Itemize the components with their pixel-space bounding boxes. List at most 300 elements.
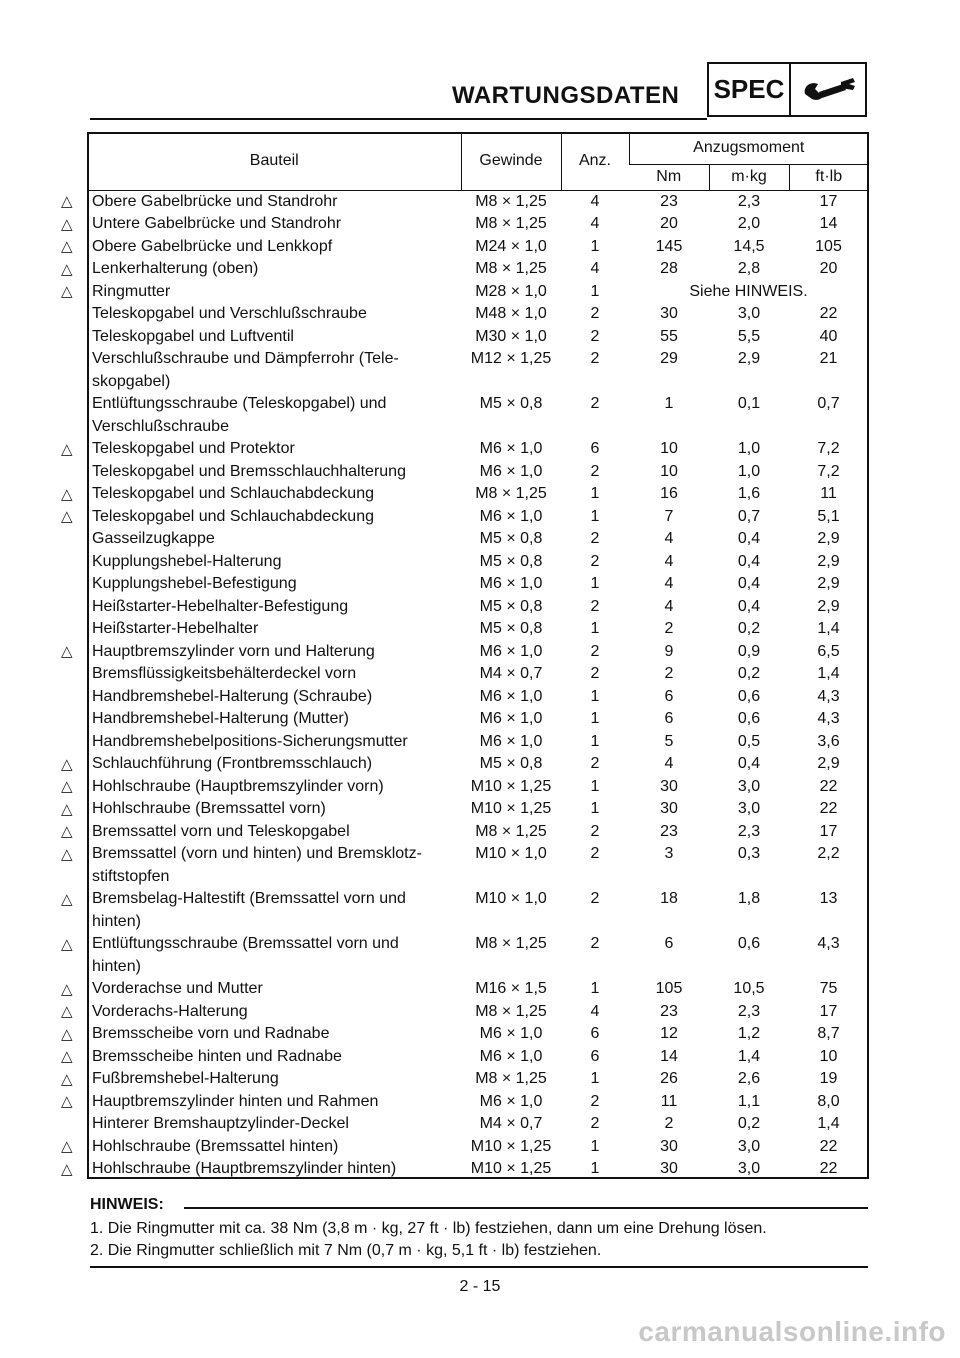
mkg-cell: 1,0 <box>737 440 761 457</box>
table-row <box>88 618 868 641</box>
part-cell <box>88 258 461 281</box>
mkg-cell: 3,0 <box>737 1137 761 1155</box>
qty-cell: 1 <box>590 1070 600 1087</box>
part-name: Bremsscheibe hinten und Radnabe <box>92 1047 342 1065</box>
qty-cell: 1 <box>590 980 600 997</box>
mkg-cell: 2,3 <box>737 1002 761 1020</box>
table-row <box>88 461 868 484</box>
nm-cell: 23 <box>660 822 678 840</box>
part-name: Schlauchführung (Frontbremsschlauch) <box>92 755 373 772</box>
mkg-cell: 0,1 <box>737 395 761 412</box>
qty-cell: 2 <box>590 552 600 570</box>
mkg-cell: 0,7 <box>737 507 761 525</box>
mkg-cell: 0,4 <box>737 755 761 772</box>
table-row <box>88 1046 868 1069</box>
thread-cell: M4 × 0,7 <box>479 665 543 682</box>
qty-cell: 6 <box>590 440 600 457</box>
table-row <box>88 978 868 1001</box>
triangle-mark-icon: △ <box>61 643 73 660</box>
nm-cell: 55 <box>660 327 678 345</box>
ftlb-cell: 22 <box>819 800 838 817</box>
part-cell <box>88 978 461 1001</box>
triangle-mark-icon: △ <box>61 755 73 773</box>
watermark: carmanualsonline.info <box>638 1316 946 1347</box>
nm-cell: 1 <box>664 395 674 412</box>
table-row <box>88 1136 868 1159</box>
table-row <box>88 506 868 529</box>
table-row <box>88 663 868 686</box>
ftlb-cell: 19 <box>819 1070 838 1087</box>
qty-cell: 2 <box>590 530 600 547</box>
thread-cell: M6 × 1,0 <box>479 1092 543 1110</box>
ftlb-cell: 40 <box>819 327 838 345</box>
part-cell <box>88 393 461 438</box>
table-row <box>88 708 868 731</box>
thread-cell: M8 × 1,25 <box>475 1070 547 1087</box>
part-name-cont: skopgabel) <box>92 372 171 390</box>
qty-cell: 2 <box>590 1115 600 1132</box>
thread-cell: M5 × 0,8 <box>479 395 543 412</box>
thread-cell: M8 × 1,25 <box>475 1002 547 1020</box>
part-name: Heißstarter-Hebelhalter-Befestigung <box>92 597 349 615</box>
part-name: Hohlschraube (Bremssattel vorn) <box>92 800 326 817</box>
triangle-mark-icon: △ <box>61 823 73 840</box>
ftlb-cell: 3,6 <box>817 732 840 750</box>
notes-rule <box>184 1207 868 1209</box>
part-name: Vorderachse und Mutter <box>92 980 263 997</box>
nm-cell: 105 <box>655 980 683 997</box>
table-row <box>88 236 868 259</box>
mkg-cell: 1,4 <box>737 1047 761 1065</box>
triangle-mark-icon: △ <box>61 215 73 233</box>
part-name: Ringmutter <box>92 282 171 300</box>
table-row <box>88 483 868 506</box>
ftlb-cell: 2,9 <box>817 575 840 592</box>
part-cell <box>88 528 461 551</box>
qty-cell: 1 <box>590 1160 600 1177</box>
triangle-mark-icon: △ <box>61 508 73 525</box>
part-name: Gasseilzugkappe <box>92 530 215 547</box>
part-name: Bremsbelag-Haltestift (Bremssattel vorn und <box>92 890 406 907</box>
ftlb-cell: 2,9 <box>817 530 840 547</box>
thread-cell: M6 × 1,0 <box>479 710 543 727</box>
nm-cell: 10 <box>660 462 678 480</box>
qty-cell: 1 <box>590 575 600 592</box>
ftlb-cell: 5,1 <box>817 507 840 525</box>
ftlb-cell: 0,7 <box>817 395 840 412</box>
thread-cell: M8 × 1,25 <box>475 485 547 502</box>
part-name: Kupplungshebel-Halterung <box>92 552 282 570</box>
thread-cell: M16 × 1,5 <box>475 980 547 997</box>
nm-cell: 11 <box>660 1092 678 1110</box>
qty-cell: 2 <box>590 890 600 907</box>
table-row <box>88 1001 868 1024</box>
thread-cell: M10 × 1,25 <box>470 800 552 817</box>
mkg-cell: 1,2 <box>737 1025 761 1042</box>
triangle-mark-icon: △ <box>61 890 73 908</box>
thread-cell: M12 × 1,25 <box>470 350 552 367</box>
ftlb-cell: 8,7 <box>817 1025 840 1042</box>
part-name: Teleskopgabel und Verschlußschraube <box>92 305 367 322</box>
part-cell <box>88 1001 461 1024</box>
nm-cell: 30 <box>660 777 678 795</box>
part-cell <box>88 213 461 236</box>
part-name: Teleskopgabel und Bremsschlauchhalterung <box>92 462 406 480</box>
table-row <box>88 393 868 438</box>
part-name: Hauptbremszylinder hinten und Rahmen <box>92 1092 379 1110</box>
mkg-cell: 1,8 <box>737 890 761 907</box>
part-cell <box>88 461 461 484</box>
table-row <box>88 190 868 213</box>
ftlb-cell: 7,2 <box>817 462 840 480</box>
part-cell <box>88 731 461 754</box>
nm-cell: 4 <box>664 575 674 592</box>
part-cell <box>88 551 461 574</box>
mkg-cell: 1,0 <box>737 462 761 480</box>
table-row <box>88 888 868 933</box>
mkg-cell: 0,6 <box>737 710 761 727</box>
nm-cell: 2 <box>664 620 674 637</box>
part-name: Bremssattel (vorn und hinten) und Bremsklotz- <box>92 845 422 862</box>
thread-cell: M6 × 1,0 <box>479 732 543 750</box>
ftlb-cell: 11 <box>820 485 837 502</box>
mkg-cell: 10,5 <box>733 980 765 997</box>
qty-cell: 2 <box>590 822 600 840</box>
qty-cell: 2 <box>590 1092 600 1110</box>
qty-cell: 2 <box>590 395 600 412</box>
thread-cell: M8 × 1,25 <box>475 822 547 840</box>
table-row <box>88 753 868 776</box>
part-cell <box>88 1023 461 1046</box>
triangle-mark-icon: △ <box>61 283 73 300</box>
part-cell <box>88 753 461 776</box>
page-title: WARTUNGSDATEN <box>452 82 680 109</box>
table-row <box>88 258 868 281</box>
triangle-mark-icon: △ <box>61 260 73 278</box>
part-cell <box>88 1136 461 1159</box>
mkg-cell: 1,6 <box>737 485 761 502</box>
thread-cell: M48 × 1,0 <box>475 305 547 322</box>
ftlb-cell: 22 <box>819 1160 838 1177</box>
mkg-cell: 0,4 <box>737 530 761 547</box>
nm-cell: 10 <box>660 440 678 457</box>
nm-cell: 30 <box>660 1137 678 1155</box>
part-name: Vorderachs-Halterung <box>92 1002 248 1020</box>
ftlb-cell: 8,0 <box>817 1092 840 1110</box>
table-row <box>88 1091 868 1114</box>
qty-cell: 1 <box>590 687 600 705</box>
nm-cell: 4 <box>664 597 674 615</box>
mkg-cell: 2,3 <box>737 192 761 210</box>
table-row <box>88 438 868 461</box>
ftlb-cell: 4,3 <box>817 935 840 952</box>
mkg-cell: 0,5 <box>737 732 761 750</box>
ftlb-cell: 1,4 <box>817 1115 840 1132</box>
mkg-cell: 3,0 <box>737 800 761 817</box>
table-row <box>88 1023 868 1046</box>
part-name-cont: stiftstopfen <box>92 867 170 885</box>
wrench-badge <box>789 62 867 117</box>
header-torque: Anzugsmoment <box>629 132 868 164</box>
header-rule <box>90 118 707 120</box>
nm-cell: 18 <box>660 890 678 907</box>
qty-cell: 1 <box>590 237 600 255</box>
part-cell <box>88 708 461 731</box>
nm-cell: 6 <box>664 935 674 952</box>
nm-cell: 9 <box>664 642 674 660</box>
qty-cell: 4 <box>590 1002 600 1020</box>
thread-cell: M10 × 1,0 <box>475 890 547 907</box>
thread-cell: M5 × 0,8 <box>479 755 543 772</box>
part-name: Hinterer Bremshauptzylinder-Deckel <box>92 1115 349 1132</box>
thread-cell: M6 × 1,0 <box>479 507 543 525</box>
table-row <box>88 528 868 551</box>
note-item: 1. Die Ringmutter mit ca. 38 Nm (3,8 m · kg, 27 ft · lb) festziehen, dann um eine Drehung lösen. <box>90 1220 767 1237</box>
triangle-mark-icon: △ <box>61 1093 73 1110</box>
part-cell <box>88 686 461 709</box>
thread-cell: M6 × 1,0 <box>479 687 543 705</box>
table-row <box>88 731 868 754</box>
thread-cell: M6 × 1,0 <box>479 462 543 480</box>
part-name: Hohlschraube (Bremssattel hinten) <box>92 1137 339 1155</box>
mkg-cell: 3,0 <box>737 1160 761 1177</box>
part-name-cont: hinten) <box>92 957 141 975</box>
nm-cell: 5 <box>664 732 674 750</box>
qty-cell: 1 <box>590 1137 600 1155</box>
qty-cell: 1 <box>590 485 600 502</box>
part-cell <box>88 1068 461 1091</box>
ftlb-cell: 22 <box>819 1137 838 1155</box>
part-cell <box>88 190 461 213</box>
part-name: Hohlschraube (Hauptbremszylinder vorn) <box>92 777 384 795</box>
part-cell <box>88 596 461 619</box>
thread-cell: M10 × 1,25 <box>470 777 552 795</box>
part-name: Handbremshebel-Halterung (Schraube) <box>92 687 373 705</box>
nm-cell: 28 <box>660 260 678 277</box>
part-name: Fußbremshebel-Halterung <box>92 1070 279 1087</box>
qty-cell: 2 <box>590 327 600 345</box>
mkg-cell: 0,3 <box>737 845 761 862</box>
mkg-cell: 1,1 <box>737 1092 761 1110</box>
part-name: Handbremshebel-Halterung (Mutter) <box>92 710 349 727</box>
thread-cell: M5 × 0,8 <box>479 530 543 547</box>
nm-cell: 14 <box>660 1047 678 1065</box>
qty-cell: 1 <box>590 620 600 637</box>
triangle-mark-icon: △ <box>61 1003 73 1020</box>
part-cell <box>88 641 461 664</box>
note-item: 2. Die Ringmutter schließlich mit 7 Nm (0,7 m · kg, 5,1 ft · lb) festziehen. <box>90 1242 602 1259</box>
ftlb-cell: 105 <box>815 237 842 255</box>
part-cell <box>88 281 461 304</box>
ftlb-cell: 20 <box>819 260 838 277</box>
qty-cell: 6 <box>590 1047 600 1065</box>
qty-cell: 6 <box>590 1025 600 1042</box>
ftlb-cell: 2,9 <box>817 597 840 615</box>
triangle-mark-icon: △ <box>61 800 73 818</box>
nm-cell: 30 <box>660 1160 678 1177</box>
part-cell <box>88 1158 461 1181</box>
part-cell <box>88 1113 461 1136</box>
header-thread: Gewinde <box>461 132 561 190</box>
table-row <box>88 1113 868 1136</box>
nm-cell: 3 <box>664 845 674 862</box>
part-cell <box>88 663 461 686</box>
ftlb-cell: 17 <box>819 1002 838 1020</box>
nm-cell: 30 <box>660 305 678 322</box>
mkg-cell: 0,9 <box>737 642 761 660</box>
part-name-cont: hinten) <box>92 912 141 930</box>
part-name: Bremssattel vorn und Teleskopgabel <box>92 822 350 840</box>
part-name-cont: Verschlußschraube <box>92 417 229 435</box>
part-cell <box>88 506 461 529</box>
thread-cell: M6 × 1,0 <box>479 440 543 457</box>
part-cell <box>88 776 461 799</box>
nm-cell: 23 <box>660 192 678 210</box>
table-row <box>88 1068 868 1091</box>
table-row <box>88 798 868 821</box>
triangle-mark-icon: △ <box>61 1048 73 1065</box>
part-cell <box>88 933 461 978</box>
part-cell <box>88 326 461 349</box>
mkg-cell: 0,6 <box>737 687 761 705</box>
ftlb-cell: 17 <box>819 192 838 210</box>
qty-cell: 2 <box>590 665 600 682</box>
mkg-cell: 0,4 <box>737 575 761 592</box>
footer-rule <box>90 1266 868 1268</box>
table-row <box>88 776 868 799</box>
note-cell: Siehe HINWEIS. <box>689 282 808 300</box>
qty-cell: 1 <box>590 507 600 525</box>
part-cell <box>88 888 461 933</box>
table-row <box>88 821 868 844</box>
table-row <box>88 596 868 619</box>
nm-cell: 6 <box>664 710 674 727</box>
mkg-cell: 3,0 <box>737 777 761 795</box>
table-row <box>88 281 868 304</box>
mkg-cell: 2,8 <box>737 260 761 277</box>
thread-cell: M6 × 1,0 <box>479 642 543 660</box>
thread-cell: M28 × 1,0 <box>475 282 547 300</box>
qty-cell: 2 <box>590 935 600 952</box>
header-nm: Nm <box>629 164 709 190</box>
qty-cell: 2 <box>590 462 600 480</box>
spec-badge: SPEC <box>707 62 791 117</box>
thread-cell: M8 × 1,25 <box>475 192 547 210</box>
mkg-cell: 2,3 <box>737 822 761 840</box>
nm-cell: 4 <box>664 755 674 772</box>
thread-cell: M8 × 1,25 <box>475 260 547 277</box>
part-cell <box>88 348 461 393</box>
ftlb-cell: 2,2 <box>817 845 840 862</box>
ftlb-cell: 21 <box>819 350 838 367</box>
triangle-mark-icon: △ <box>61 935 73 953</box>
part-cell <box>88 303 461 326</box>
qty-cell: 1 <box>590 282 600 300</box>
nm-cell: 23 <box>660 1002 678 1020</box>
triangle-mark-icon: △ <box>61 845 73 863</box>
header-qty: Anz. <box>561 132 629 190</box>
part-name: Untere Gabelbrücke und Standrohr <box>92 215 342 232</box>
ftlb-cell: 4,3 <box>817 710 840 727</box>
table-row <box>88 551 868 574</box>
thread-cell: M4 × 0,7 <box>479 1115 543 1132</box>
part-name: Bremsflüssigkeitsbehälterdeckel vorn <box>92 665 357 682</box>
part-name: Obere Gabelbrücke und Standrohr <box>92 192 338 210</box>
table-row <box>88 573 868 596</box>
part-name: Entlüftungsschraube (Teleskopgabel) und <box>92 395 387 412</box>
thread-cell: M10 × 1,25 <box>470 1137 552 1155</box>
mkg-cell: 2,0 <box>737 215 761 232</box>
qty-cell: 2 <box>590 305 600 322</box>
part-name: Hohlschraube (Hauptbremszylinder hinten) <box>92 1160 397 1177</box>
ftlb-cell: 22 <box>819 305 838 322</box>
part-name: Teleskopgabel und Luftventil <box>92 327 294 345</box>
ftlb-cell: 13 <box>819 890 838 907</box>
ftlb-cell: 75 <box>819 980 838 997</box>
nm-cell: 12 <box>660 1025 678 1042</box>
triangle-mark-icon: △ <box>61 1070 73 1088</box>
qty-cell: 2 <box>590 755 600 772</box>
header-ftlb: ft·lb <box>789 164 868 190</box>
mkg-cell: 0,4 <box>737 597 761 615</box>
qty-cell: 2 <box>590 350 600 367</box>
table-row <box>88 1158 868 1181</box>
part-name: Teleskopgabel und Protektor <box>92 440 295 457</box>
triangle-mark-icon: △ <box>61 238 73 255</box>
part-name: Heißstarter-Hebelhalter <box>92 620 259 637</box>
part-cell <box>88 821 461 844</box>
ftlb-cell: 1,4 <box>817 665 840 682</box>
mkg-cell: 14,5 <box>733 237 765 255</box>
nm-cell: 145 <box>655 237 683 255</box>
part-name: Kupplungshebel-Befestigung <box>92 575 297 592</box>
qty-cell: 2 <box>590 642 600 660</box>
table-row <box>88 686 868 709</box>
part-name: Handbremshebelpositions-Sicherungsmutter <box>92 732 408 750</box>
part-name: Teleskopgabel und Schlauchabdeckung <box>92 507 374 525</box>
nm-cell: 26 <box>660 1070 678 1087</box>
table-row <box>88 843 868 888</box>
mkg-cell: 0,4 <box>737 552 761 570</box>
part-cell <box>88 438 461 461</box>
ftlb-cell: 17 <box>819 822 838 840</box>
thread-cell: M10 × 1,0 <box>475 845 547 862</box>
nm-cell: 6 <box>664 687 674 705</box>
part-cell <box>88 483 461 506</box>
ftlb-cell: 6,5 <box>817 642 840 660</box>
part-cell <box>88 1046 461 1069</box>
part-name: Bremsscheibe vorn und Radnabe <box>92 1025 330 1042</box>
thread-cell: M6 × 1,0 <box>479 575 543 592</box>
thread-cell: M24 × 1,0 <box>475 237 547 255</box>
mkg-cell: 0,2 <box>737 665 761 682</box>
ftlb-cell: 10 <box>819 1047 838 1065</box>
part-name: Verschlußschraube und Dämpferrohr (Tele- <box>92 350 399 367</box>
qty-cell: 1 <box>590 732 600 750</box>
triangle-mark-icon: △ <box>61 440 73 458</box>
triangle-mark-icon: △ <box>61 193 73 210</box>
triangle-mark-icon: △ <box>61 1160 73 1178</box>
mkg-cell: 5,5 <box>737 327 761 345</box>
triangle-mark-icon: △ <box>61 1025 73 1043</box>
qty-cell: 2 <box>590 845 600 862</box>
qty-cell: 4 <box>590 215 600 232</box>
thread-cell: M5 × 0,8 <box>479 552 543 570</box>
part-cell <box>88 236 461 259</box>
nm-cell: 30 <box>660 800 678 817</box>
nm-cell: 7 <box>664 507 674 525</box>
nm-cell: 4 <box>664 552 674 570</box>
